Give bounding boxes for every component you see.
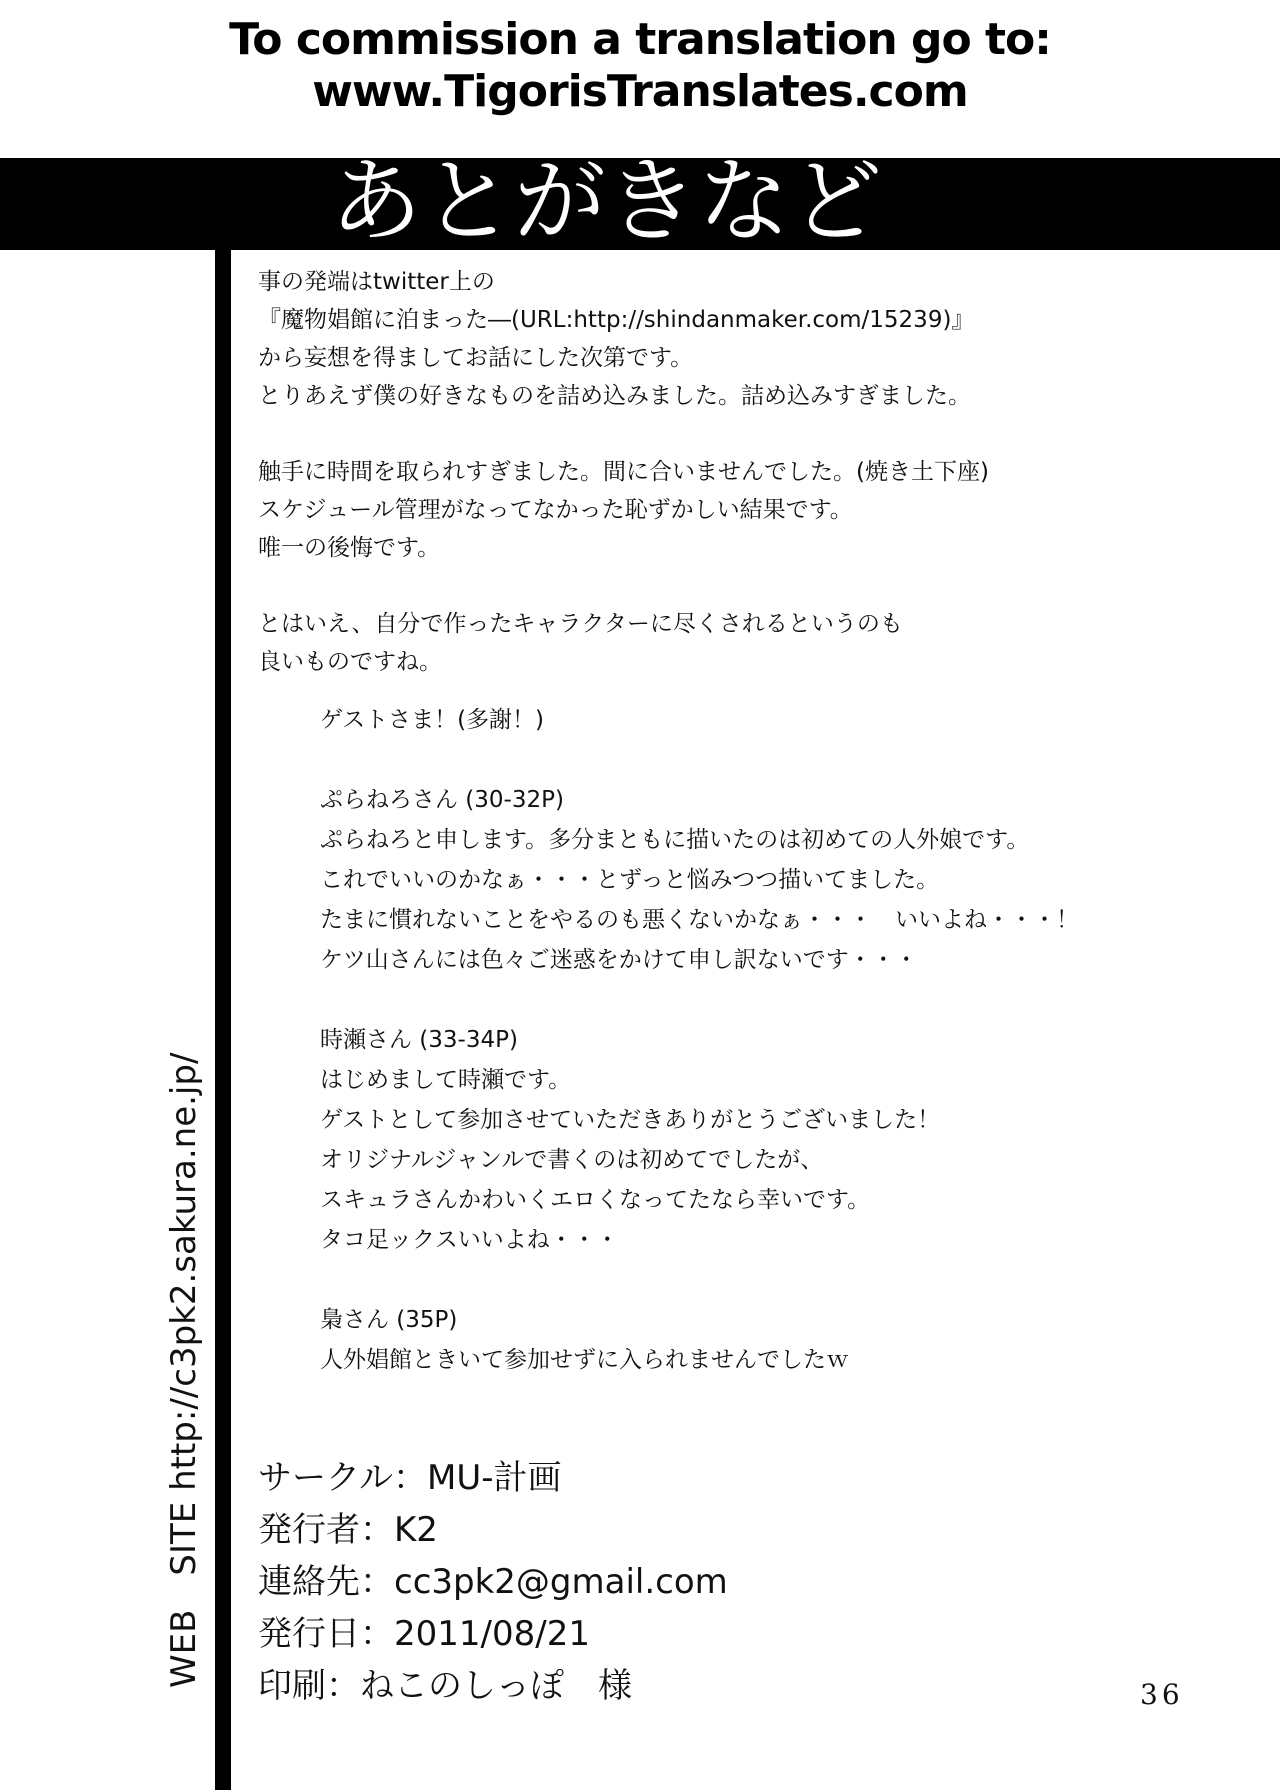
guest-line: オリジナルジャンルで書くのは初めてでしたが、 <box>320 1147 824 1173</box>
colophon-circle: サークル：MU-計画 <box>258 1458 562 1498</box>
guest-paragraph <box>320 1300 1260 1380</box>
body-line: 『魔物娼館に泊まった―(URL:http://shindanmaker.com/15239)』 <box>258 307 975 333</box>
guest-line: 人外娼館ときいて参加せずに入られませんでしたｗ <box>320 1347 849 1373</box>
body-line: 良いものですね。 <box>258 649 442 675</box>
translation-banner <box>0 14 1280 118</box>
guest-paragraph <box>320 1020 1260 1260</box>
body-paragraph <box>258 605 1258 681</box>
guest-line: ぷらねろと申します。多分まともに描いたのは初めての人外娘です。 <box>320 827 1030 853</box>
guest-line: 梟さん (35P) <box>320 1307 458 1333</box>
body-line: 触手に時間を取られすぎました。間に合いませんでした。(焼き土下座) <box>258 459 989 485</box>
guest-line: たまに慣れないことをやるのも悪くないかなぁ・・・ いいよね・・・！ <box>320 907 1079 933</box>
body-paragraph <box>258 263 1258 415</box>
colophon-contact: 連絡先：cc3pk2@gmail.com <box>258 1562 728 1602</box>
guest-line: ぷらねろさん (30-32P) <box>320 787 564 813</box>
guest-paragraph <box>320 700 1260 740</box>
guest-line: 時瀬さん (33-34P) <box>320 1027 518 1053</box>
afterword-body <box>258 263 1258 681</box>
body-line: 事の発端はtwitter上の <box>258 269 495 295</box>
body-line: スケジュール管理がなってなかった恥ずかしい結果です。 <box>258 497 853 523</box>
vertical-divider <box>215 250 231 1790</box>
colophon <box>258 1452 1018 1712</box>
guest-line: ゲストさま！(多謝！) <box>320 707 545 733</box>
body-paragraph <box>258 453 1258 567</box>
body-line: 唯一の後悔です。 <box>258 535 441 561</box>
website-vertical-text: WEB SITE http://c3pk2.sakura.ne.jp/ <box>164 1052 204 1688</box>
guest-line: スキュラさんかわいくエロくなってたなら幸いです。 <box>320 1187 871 1213</box>
body-line: から妄想を得ましてお話にした次第です。 <box>258 345 694 371</box>
colophon-printer: 印刷：ねこのしっぽ 様 <box>258 1666 632 1706</box>
page-number: 36 <box>1140 1678 1184 1711</box>
colophon-date: 発行日：2011/08/21 <box>258 1614 590 1654</box>
guest-line: これでいいのかなぁ・・・とずっと悩みつつ描いてました。 <box>320 867 940 893</box>
colophon-publisher: 発行者：K2 <box>258 1510 438 1550</box>
guest-line: ゲストとして参加させていただきありがとうございました！ <box>320 1107 941 1133</box>
guest-paragraph <box>320 780 1260 980</box>
guest-line: タコ足ックスいいよね・・・ <box>320 1227 619 1253</box>
guest-line: ケツ山さんには色々ご迷惑をかけて申し訳ないです・・・ <box>320 947 918 973</box>
page-title: あとがきなど <box>330 148 883 255</box>
body-line: とはいえ、自分で作ったキャラクターに尽くされるというのも <box>258 611 903 637</box>
guest-line: はじめまして時瀬です。 <box>320 1067 572 1093</box>
banner-line-1: To commission a translation go to: <box>229 14 1051 65</box>
body-line: とりあえず僕の好きなものを詰め込みました。詰め込みすぎました。 <box>258 383 971 409</box>
banner-line-2: www.TigorisTranslates.com <box>312 66 968 117</box>
guest-comments <box>320 700 1260 1380</box>
